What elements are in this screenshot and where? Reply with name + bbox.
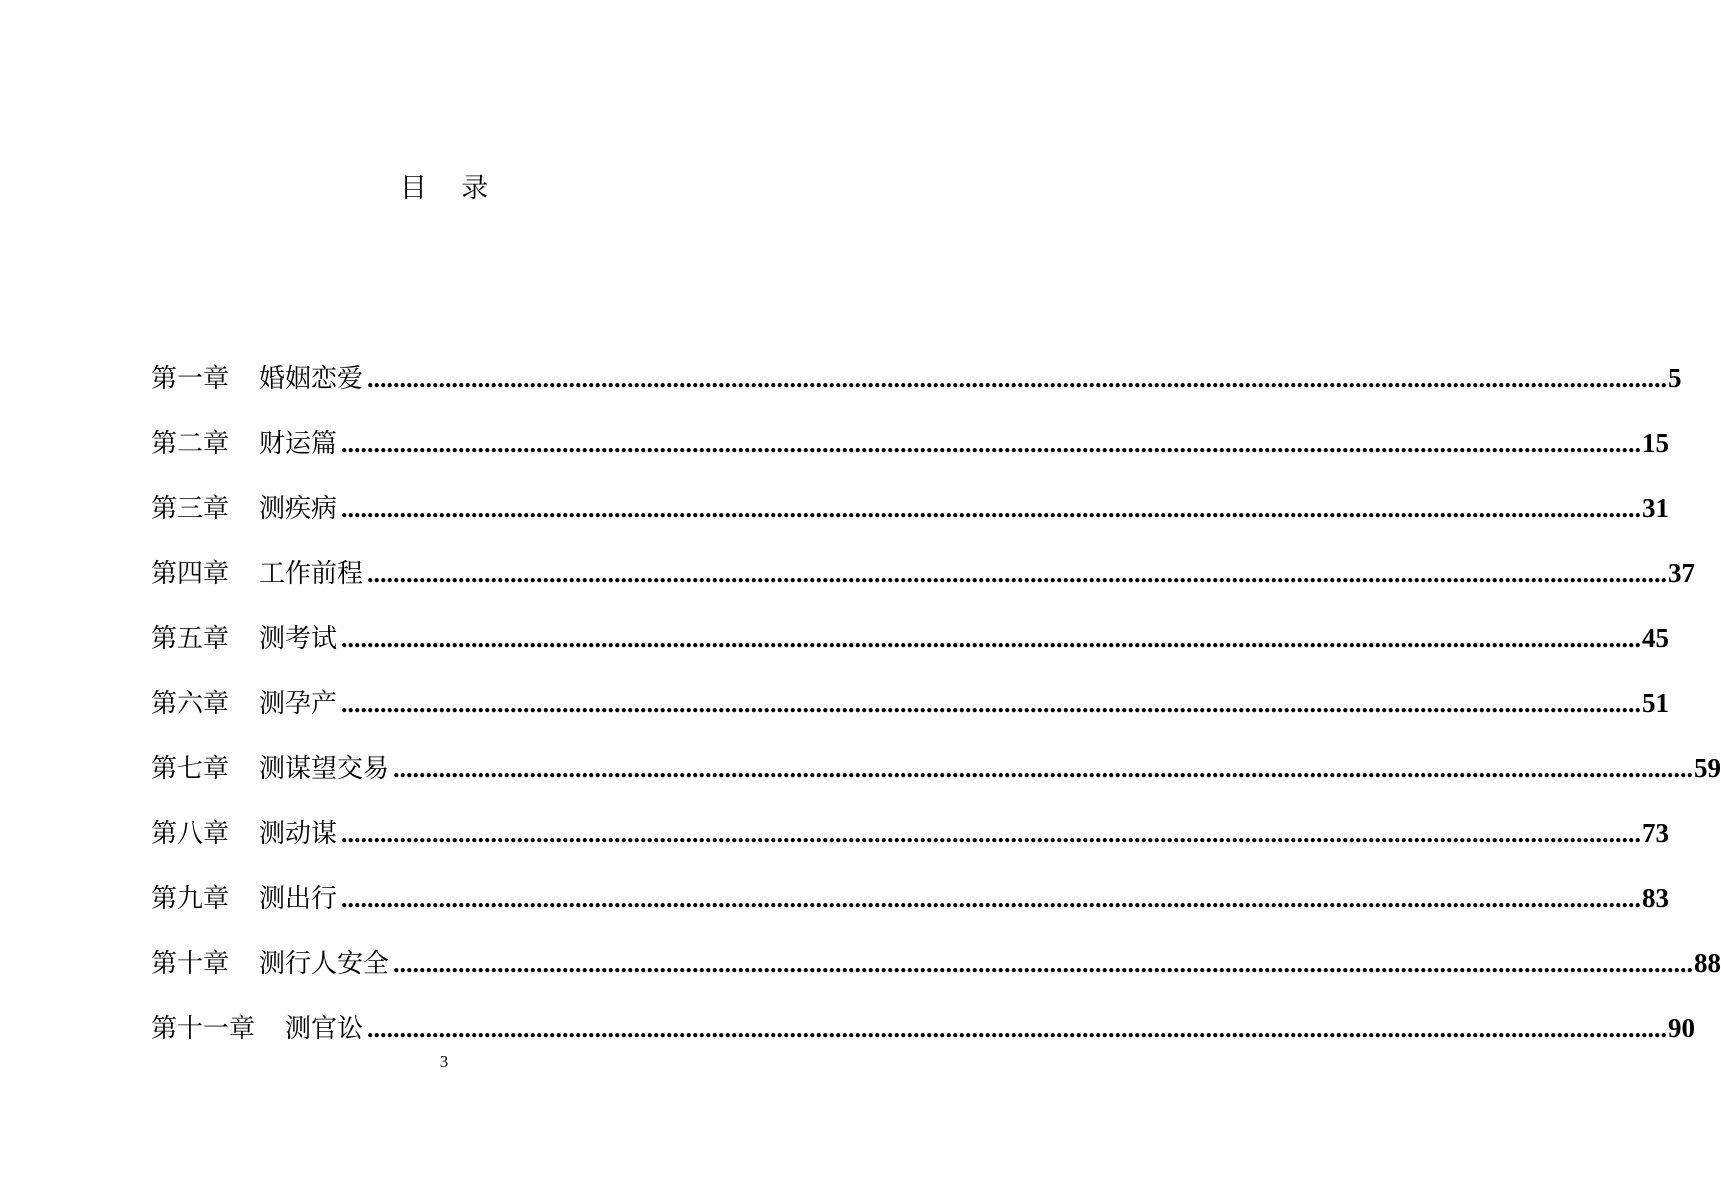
toc-item[interactable] xyxy=(151,423,1670,488)
toc-chapter-name: 测动谋 xyxy=(259,819,338,849)
toc-dot-leader: ........................................................................................................................................................................................................ xyxy=(341,819,1642,848)
toc-page-number: 73 xyxy=(1642,818,1670,848)
toc-item[interactable] xyxy=(151,943,1721,1008)
toc-chapter: 第三章 xyxy=(151,494,230,524)
toc-chapter-name: 婚姻恋爱 xyxy=(259,364,364,394)
toc-item[interactable] xyxy=(151,358,1682,423)
toc-list xyxy=(151,358,1721,1073)
toc-item[interactable] xyxy=(151,618,1670,683)
toc-title: 目 录 xyxy=(399,173,489,204)
toc-dot-leader: ........................................................................................................................................................................................................ xyxy=(341,494,1642,523)
toc-chapter-name: 测官讼 xyxy=(285,1014,364,1044)
toc-chapter-name: 工作前程 xyxy=(259,559,364,589)
toc-page-number: 83 xyxy=(1642,883,1670,913)
toc-chapter-name: 测疾病 xyxy=(259,494,338,524)
toc-dot-leader: ........................................................................................................................................................................................................ xyxy=(341,689,1642,718)
toc-dot-leader: ........................................................................................................................................................................................................ xyxy=(341,884,1642,913)
toc-chapter: 第八章 xyxy=(151,819,230,849)
toc-item[interactable] xyxy=(151,488,1670,553)
toc-chapter: 第一章 xyxy=(151,364,230,394)
toc-page-number: 88 xyxy=(1694,948,1721,978)
toc-item[interactable] xyxy=(151,553,1696,618)
toc-page-number: 90 xyxy=(1668,1013,1696,1043)
toc-dot-leader: ........................................................................................................................................................................................................ xyxy=(367,364,1668,393)
toc-page-number: 5 xyxy=(1668,363,1682,393)
toc-item[interactable] xyxy=(151,748,1721,813)
toc-page-number: 15 xyxy=(1642,428,1670,458)
toc-dot-leader: ........................................................................................................................................................................................................ xyxy=(393,949,1694,978)
toc-dot-leader: ........................................................................................................................................................................................................ xyxy=(367,1014,1668,1043)
toc-page-number: 45 xyxy=(1642,623,1670,653)
page-number: 3 xyxy=(439,1052,449,1071)
toc-chapter: 第五章 xyxy=(151,624,230,654)
toc-page-number: 59 xyxy=(1694,753,1721,783)
toc-chapter-name: 测谋望交易 xyxy=(259,754,390,784)
toc-page-number: 37 xyxy=(1668,558,1696,588)
toc-chapter-name: 测出行 xyxy=(259,884,338,914)
toc-chapter: 第七章 xyxy=(151,754,230,784)
toc-item[interactable] xyxy=(151,683,1670,748)
toc-dot-leader: ........................................................................................................................................................................................................ xyxy=(367,559,1668,588)
toc-chapter: 第四章 xyxy=(151,559,230,589)
toc-page-number: 51 xyxy=(1642,688,1670,718)
toc-item[interactable] xyxy=(151,878,1670,943)
toc-dot-leader: ........................................................................................................................................................................................................ xyxy=(341,624,1642,653)
toc-dot-leader: ........................................................................................................................................................................................................ xyxy=(341,429,1642,458)
toc-chapter-name: 测考试 xyxy=(259,624,338,654)
toc-dot-leader: ........................................................................................................................................................................................................ xyxy=(393,754,1694,783)
toc-chapter: 第十章 xyxy=(151,949,230,979)
toc-chapter-name: 测孕产 xyxy=(259,689,338,719)
toc-chapter: 第九章 xyxy=(151,884,230,914)
toc-page-number: 31 xyxy=(1642,493,1670,523)
toc-chapter: 第十一章 xyxy=(151,1014,256,1044)
toc-chapter-name: 测行人安全 xyxy=(259,949,390,979)
toc-chapter-name: 财运篇 xyxy=(259,429,338,459)
toc-chapter: 第六章 xyxy=(151,689,230,719)
toc-item[interactable] xyxy=(151,813,1670,878)
toc-chapter: 第二章 xyxy=(151,429,230,459)
